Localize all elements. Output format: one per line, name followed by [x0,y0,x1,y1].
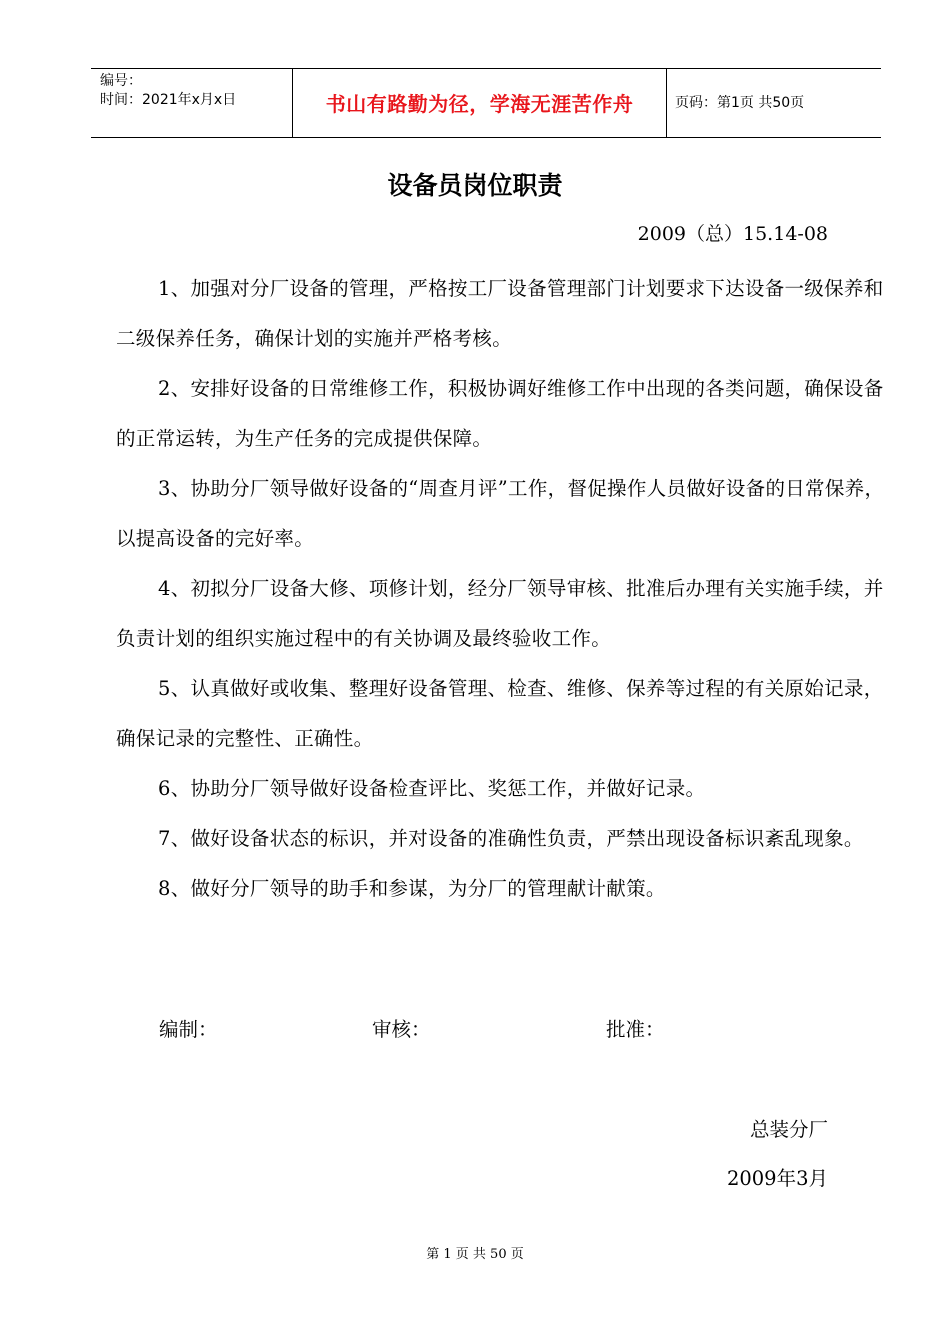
duties-body [116,264,886,914]
duty-item: 7、做好设备状态的标识，并对设备的准确性负责，严禁出现设备标识紊乱现象。 [158,827,864,850]
duty-item: 5、认真做好或收集、整理好设备管理、检查、维修、保养等过程的有关原始记录，确保记录的完整性、正确性。 [116,677,884,750]
motto-text: 书山有路勤为径，学海无涯苦作舟 [325,92,634,116]
header-table [91,68,881,138]
duty-item: 8、做好分厂领导的助手和参谋，为分厂的管理献计献策。 [158,877,666,900]
prepared-by-label: 编制： [159,1018,218,1041]
department-name: 总装分厂 [749,1118,828,1141]
document-title: 设备员岗位职责 [387,171,563,200]
document-number-label: 编号： [100,73,142,89]
approved-by-label: 批准： [606,1018,665,1041]
duty-item: 4、初拟分厂设备大修、项修计划，经分厂领导审核、批准后办理有关实施手续，并负责计划的组织实施过程中的有关协调及最终验收工作。 [116,577,884,650]
duty-item: 2、安排好设备的日常维修工作，积极协调好维修工作中出现的各类问题，确保设备的正常运转，为生产任务的完成提供保障。 [116,377,884,450]
header-page-number: 页码：第1页 共50页 [675,95,805,111]
header-page-cell [666,69,881,137]
duty-item: 6、协助分厂领导做好设备检查评比、奖惩工作，并做好记录。 [158,777,706,800]
header-info-cell [91,69,292,137]
duty-item: 1、加强对分厂设备的管理，严格按工厂设备管理部门计划要求下达设备一级保养和二级保养任务，确保计划的实施并严格考核。 [116,277,884,350]
issue-date: 2009年3月 [726,1167,828,1190]
duty-item: 3、协助分厂领导做好设备的“周查月评”工作，督促操作人员做好设备的日常保养，以提高设备的完好率。 [116,477,885,550]
page-footer: 第 1 页 共 50 页 [426,1247,524,1262]
document-time: 时间：2021年x月x日 [100,92,237,108]
header-motto-cell [292,69,667,137]
reviewed-by-label: 审核： [372,1018,431,1041]
document-code: 2009（总）15.14-08 [637,223,828,245]
